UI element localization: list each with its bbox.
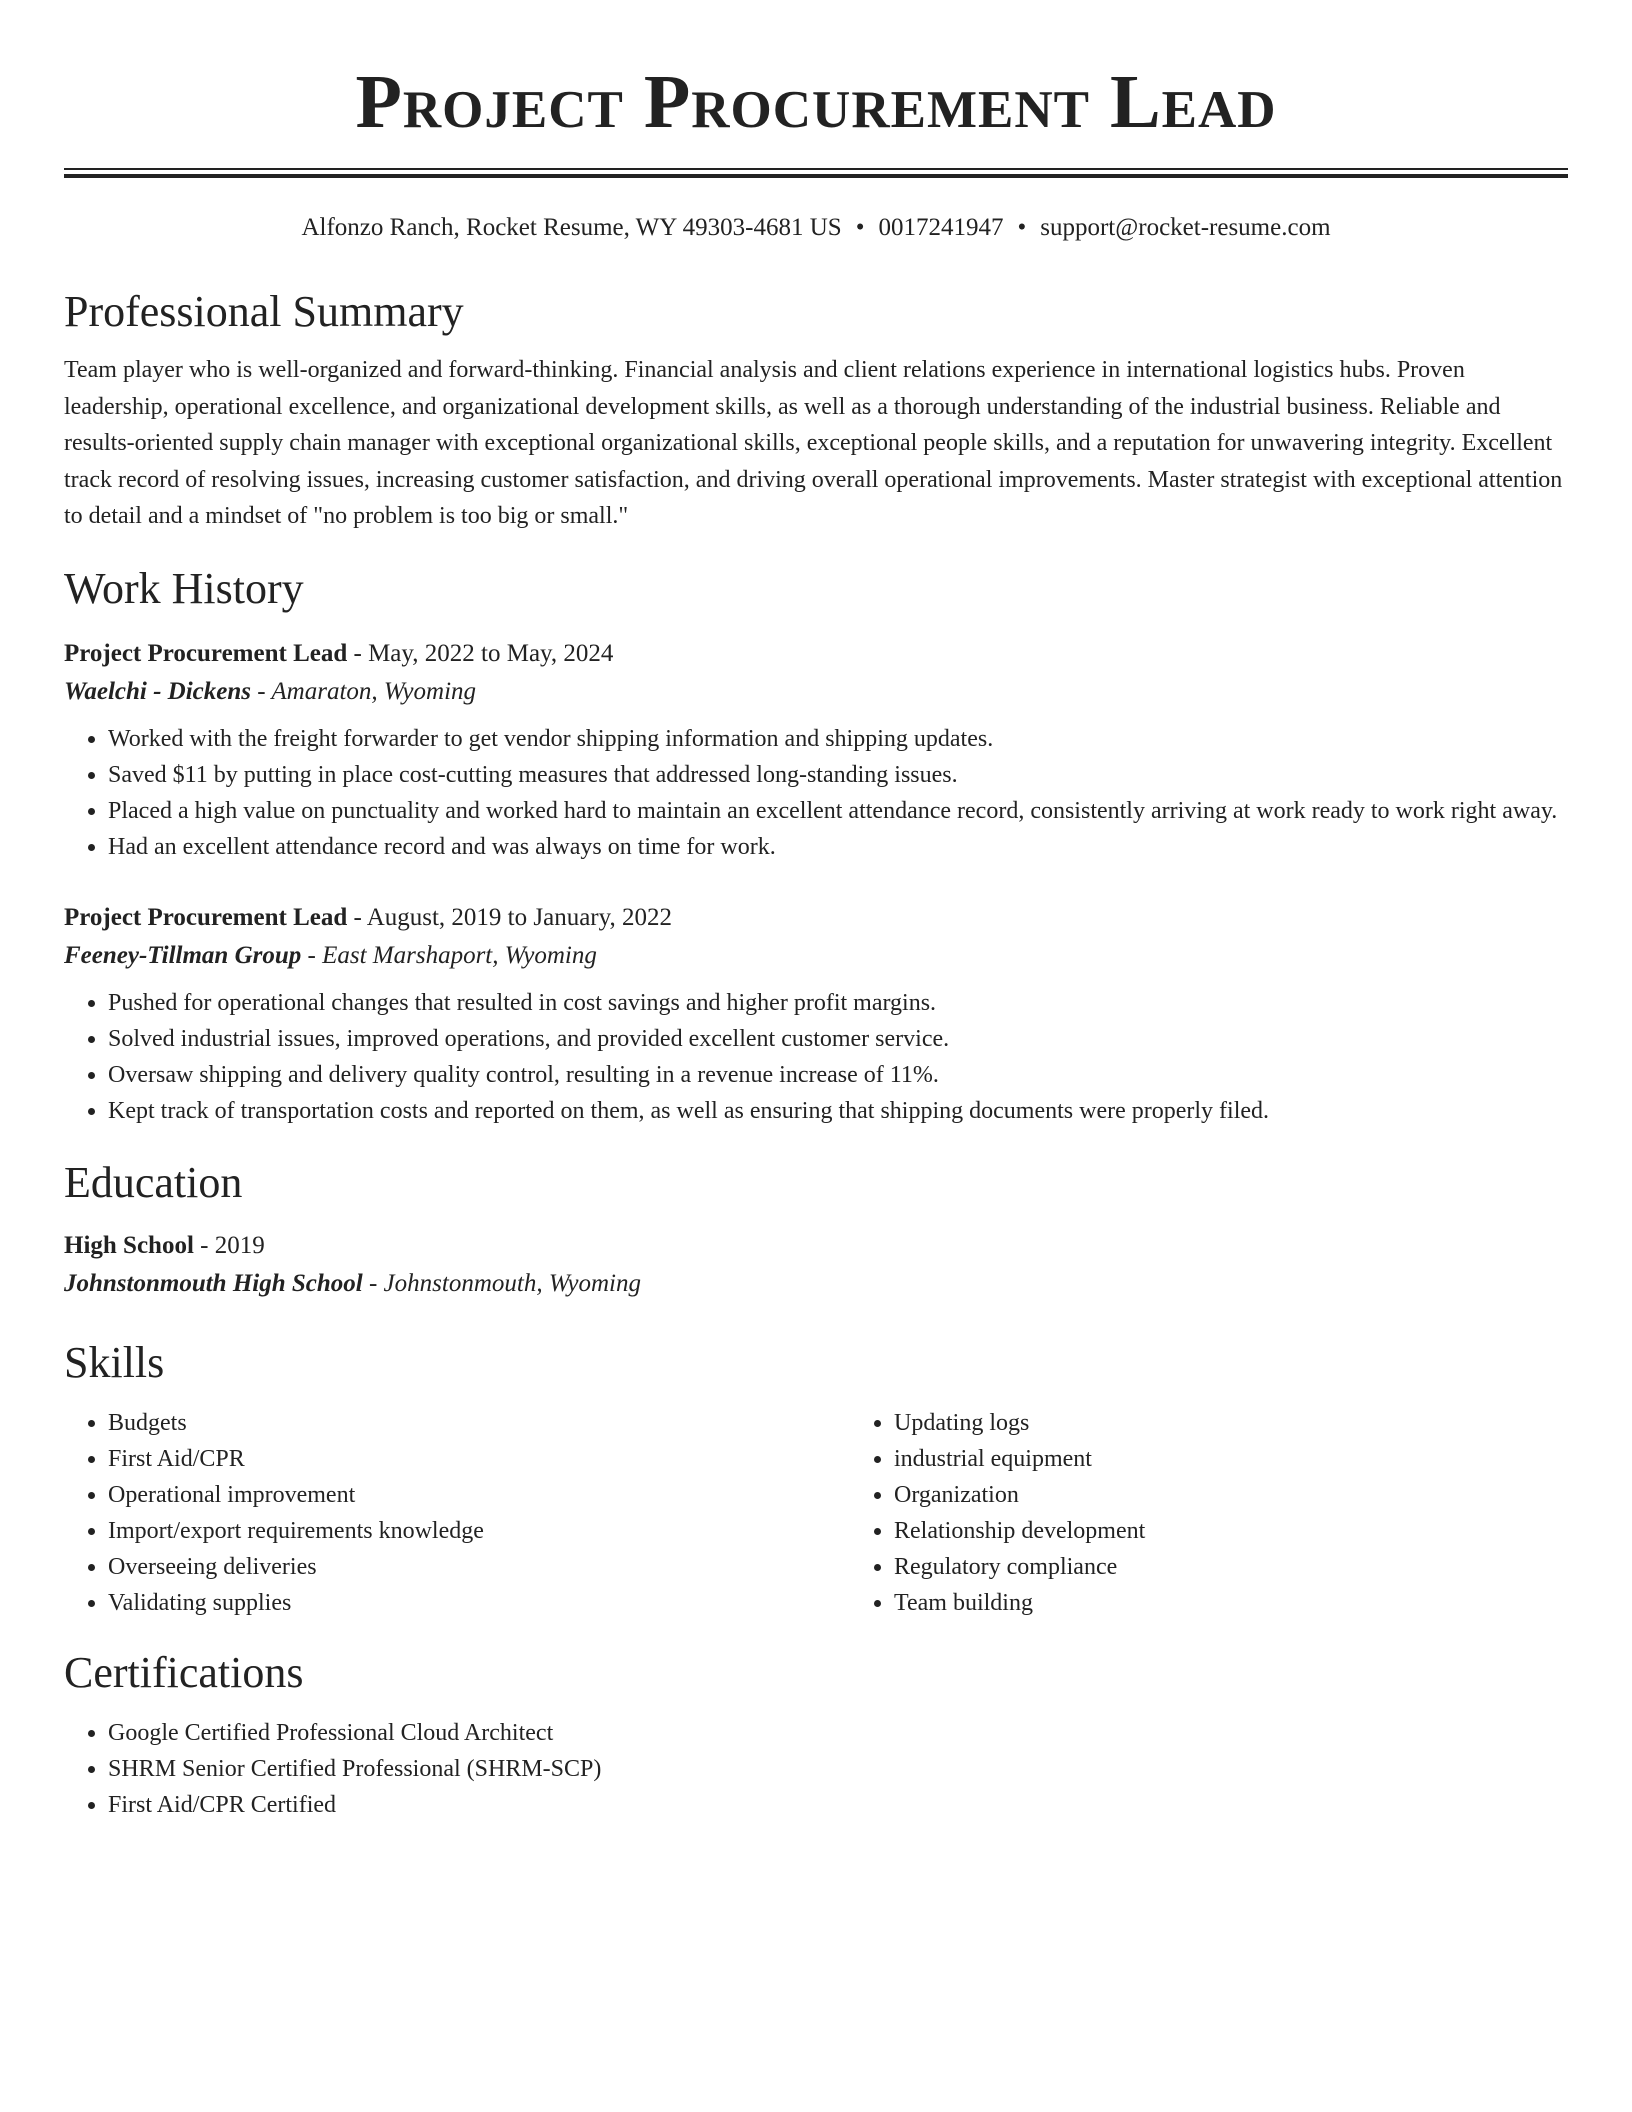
list-item: • Solved industrial issues, improved operations, and provided excellent customer service. xyxy=(108,1021,1568,1057)
skills-left-column xyxy=(64,1405,850,1621)
list-item: • Import/export requirements knowledge xyxy=(108,1513,850,1549)
job-header xyxy=(64,635,1568,673)
list-item: • Had an excellent attendance record and was always on time for work. xyxy=(108,829,1568,865)
education-location: - Johnstonmouth, Wyoming xyxy=(362,1269,641,1297)
contact-phone: 0017241947 xyxy=(878,214,1004,241)
education-school: Johnstonmouth High School xyxy=(64,1269,363,1297)
resume-name: Project Procurement Lead xyxy=(355,60,1277,144)
skills-grid xyxy=(64,1405,1568,1621)
education-heading: Education xyxy=(64,1157,243,1207)
certifications-list xyxy=(64,1715,1568,1823)
education-entry xyxy=(64,1227,1568,1303)
job-entry xyxy=(64,635,1568,865)
job-dates: - August, 2019 to January, 2022 xyxy=(347,903,672,931)
job-role: Project Procurement Lead xyxy=(64,903,348,931)
summary-text: Team player who is well-organized and forward-thinking. Financial analysis and client relations experience in international logistics hubs. Proven leadership, operational excellence, and organizational development skills, as well as a thorough understanding of the industrial business. Reliable and results-oriented supply chain manager with exceptional organizational skills, exceptional people skills, and a reputation for unwavering integrity. Excellent track record of resolving issues, increasing customer satisfaction, and driving overall operational improvements. Master strategist with exceptional attention to detail and a mindset of "no problem is too big or small." xyxy=(64,357,1563,529)
list-item: • First Aid/CPR Certified xyxy=(108,1787,1568,1823)
contact-email: support@rocket-resume.com xyxy=(1040,214,1331,241)
certifications-heading: Certifications xyxy=(64,1647,304,1697)
education-degree: High School xyxy=(64,1231,194,1259)
list-item: • Regulatory compliance xyxy=(894,1549,1568,1585)
contact-separator: • xyxy=(855,214,865,241)
job-company: Waelchi - Dickens xyxy=(64,677,252,705)
list-item: • Placed a high value on punctuality and worked hard to maintain an excellent attendance record, consistently arriving at work ready to work right away. xyxy=(108,793,1568,829)
list-item: • Validating supplies xyxy=(108,1585,850,1621)
job-entry xyxy=(64,899,1568,1129)
job-bullets xyxy=(64,985,1568,1129)
job-role: Project Procurement Lead xyxy=(64,639,348,667)
education-year: - 2019 xyxy=(193,1231,265,1259)
list-item: • industrial equipment xyxy=(894,1441,1568,1477)
list-item: • First Aid/CPR xyxy=(108,1441,850,1477)
education-header xyxy=(64,1227,1568,1265)
list-item: • Worked with the freight forwarder to get vendor shipping information and shipping updates. xyxy=(108,721,1568,757)
contact-line xyxy=(64,212,1568,244)
contact-address: Alfonzo Ranch, Rocket Resume, WY 49303-4681 US xyxy=(301,214,842,241)
list-item: • Overseeing deliveries xyxy=(108,1549,850,1585)
work-history-heading: Work History xyxy=(64,563,304,613)
summary-heading: Professional Summary xyxy=(64,287,464,336)
header-double-rule xyxy=(64,168,1568,178)
education-school-line xyxy=(64,1265,1568,1303)
list-item: • Google Certified Professional Cloud Architect xyxy=(108,1715,1568,1751)
skills-right-column xyxy=(850,1405,1568,1621)
list-item: • Budgets xyxy=(108,1405,850,1441)
list-item: • SHRM Senior Certified Professional (SHRM-SCP) xyxy=(108,1751,1568,1787)
job-location: - Amaraton, Wyoming xyxy=(251,677,477,705)
job-header xyxy=(64,899,1568,937)
job-company: Feeney-Tillman Group xyxy=(64,941,302,969)
list-item: • Pushed for operational changes that resulted in cost savings and higher profit margins. xyxy=(108,985,1568,1021)
job-bullets xyxy=(64,721,1568,865)
list-item: • Operational improvement xyxy=(108,1477,850,1513)
job-location: - East Marshaport, Wyoming xyxy=(301,941,597,969)
list-item: • Saved $11 by putting in place cost-cutting measures that addressed long-standing issues. xyxy=(108,757,1568,793)
list-item: • Organization xyxy=(894,1477,1568,1513)
list-item: • Updating logs xyxy=(894,1405,1568,1441)
skills-heading: Skills xyxy=(64,1337,165,1387)
job-employer xyxy=(64,937,1568,975)
job-employer xyxy=(64,673,1568,711)
list-item: • Team building xyxy=(894,1585,1568,1621)
job-dates: - May, 2022 to May, 2024 xyxy=(347,639,614,667)
list-item: • Oversaw shipping and delivery quality control, resulting in a revenue increase of 11%. xyxy=(108,1057,1568,1093)
list-item: • Kept track of transportation costs and reported on them, as well as ensuring that shipping documents were properly filed. xyxy=(108,1093,1568,1129)
contact-separator: • xyxy=(1017,214,1027,241)
list-item: • Relationship development xyxy=(894,1513,1568,1549)
